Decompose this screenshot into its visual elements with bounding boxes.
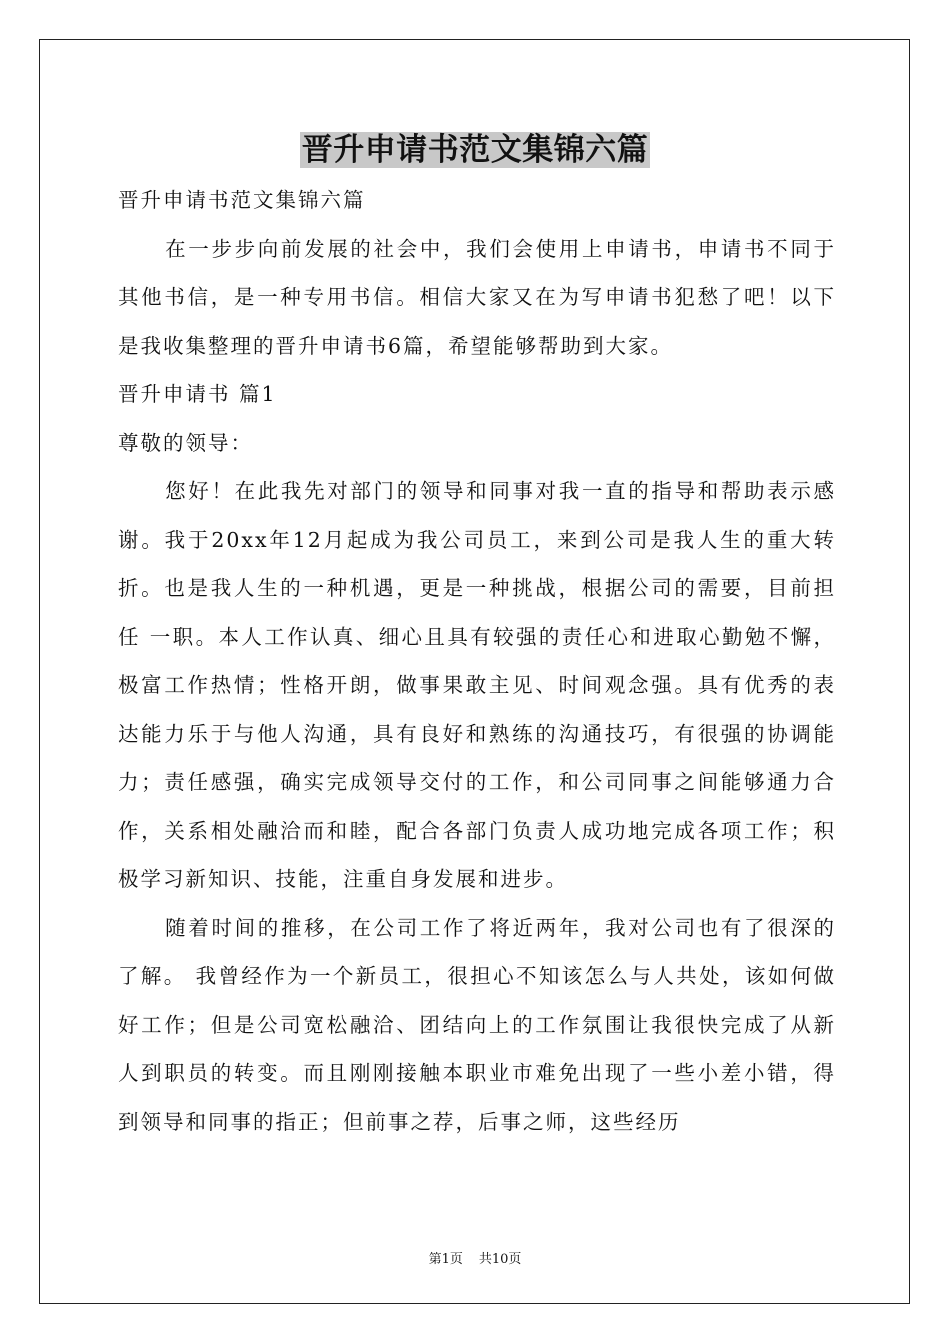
salutation: 尊敬的领导： [118, 430, 253, 455]
section-heading: 晋升申请书 篇1 [118, 382, 277, 406]
paragraph-body-1: 您好！在此我先对部门的领导和同事对我一直的指导和帮助表示感谢。我于20xx年12月起成为我公司员工，来到公司是我人生的重大转折。也是我人生的一种机遇，更是一种挑战，根据公司的需要，目前担任 一职。本人工作认真、细心且具有较强的责任心和进取心勤勉不懈，极富工作热情；性格开朗，做事果敢主见、时间观念强。具有优秀的表达能力乐于与他人沟通，具有良好和熟练的沟通技巧，有很强的协调能力；责任感强，确实完成领导交付的工作，和公司同事之间能够通力合作，关系相处融洽而和睦，配合各部门负责人成功地完成各项工作；积极学习新知识、技能，注重自身发展和进步。 [118, 479, 836, 891]
document-title-text: 晋升申请书范文集锦六篇 [301, 132, 649, 168]
paragraph-intro: 在一步步向前发展的社会中，我们会使用上申请书，申请书不同于其他书信，是一种专用书信。相信大家又在为写申请书犯愁了吧！以下是我收集整理的晋升申请书6篇，希望能够帮助到大家。 [118, 236, 836, 358]
page-number: 第1页 [428, 1252, 463, 1267]
page-footer [0, 1248, 950, 1267]
paragraph-subtitle: 晋升申请书范文集锦六篇 [118, 188, 366, 212]
page-total: 共10页 [478, 1252, 522, 1267]
paragraph-body-2: 随着时间的推移，在公司工作了将近两年，我对公司也有了很深的了解。 我曾经作为一个新员工，很担心不知该怎么与人共处，该如何做好工作；但是公司宽松融洽、团结向上的工作氛围让我很快完成了从新人到职员的转变。而且刚刚接触本职业市难免出现了一些小差小错，得到领导和同事的指正；但前事之荐，后事之师，这些经历 [118, 915, 836, 1134]
document-title [0, 124, 950, 176]
document-body [118, 176, 836, 1146]
